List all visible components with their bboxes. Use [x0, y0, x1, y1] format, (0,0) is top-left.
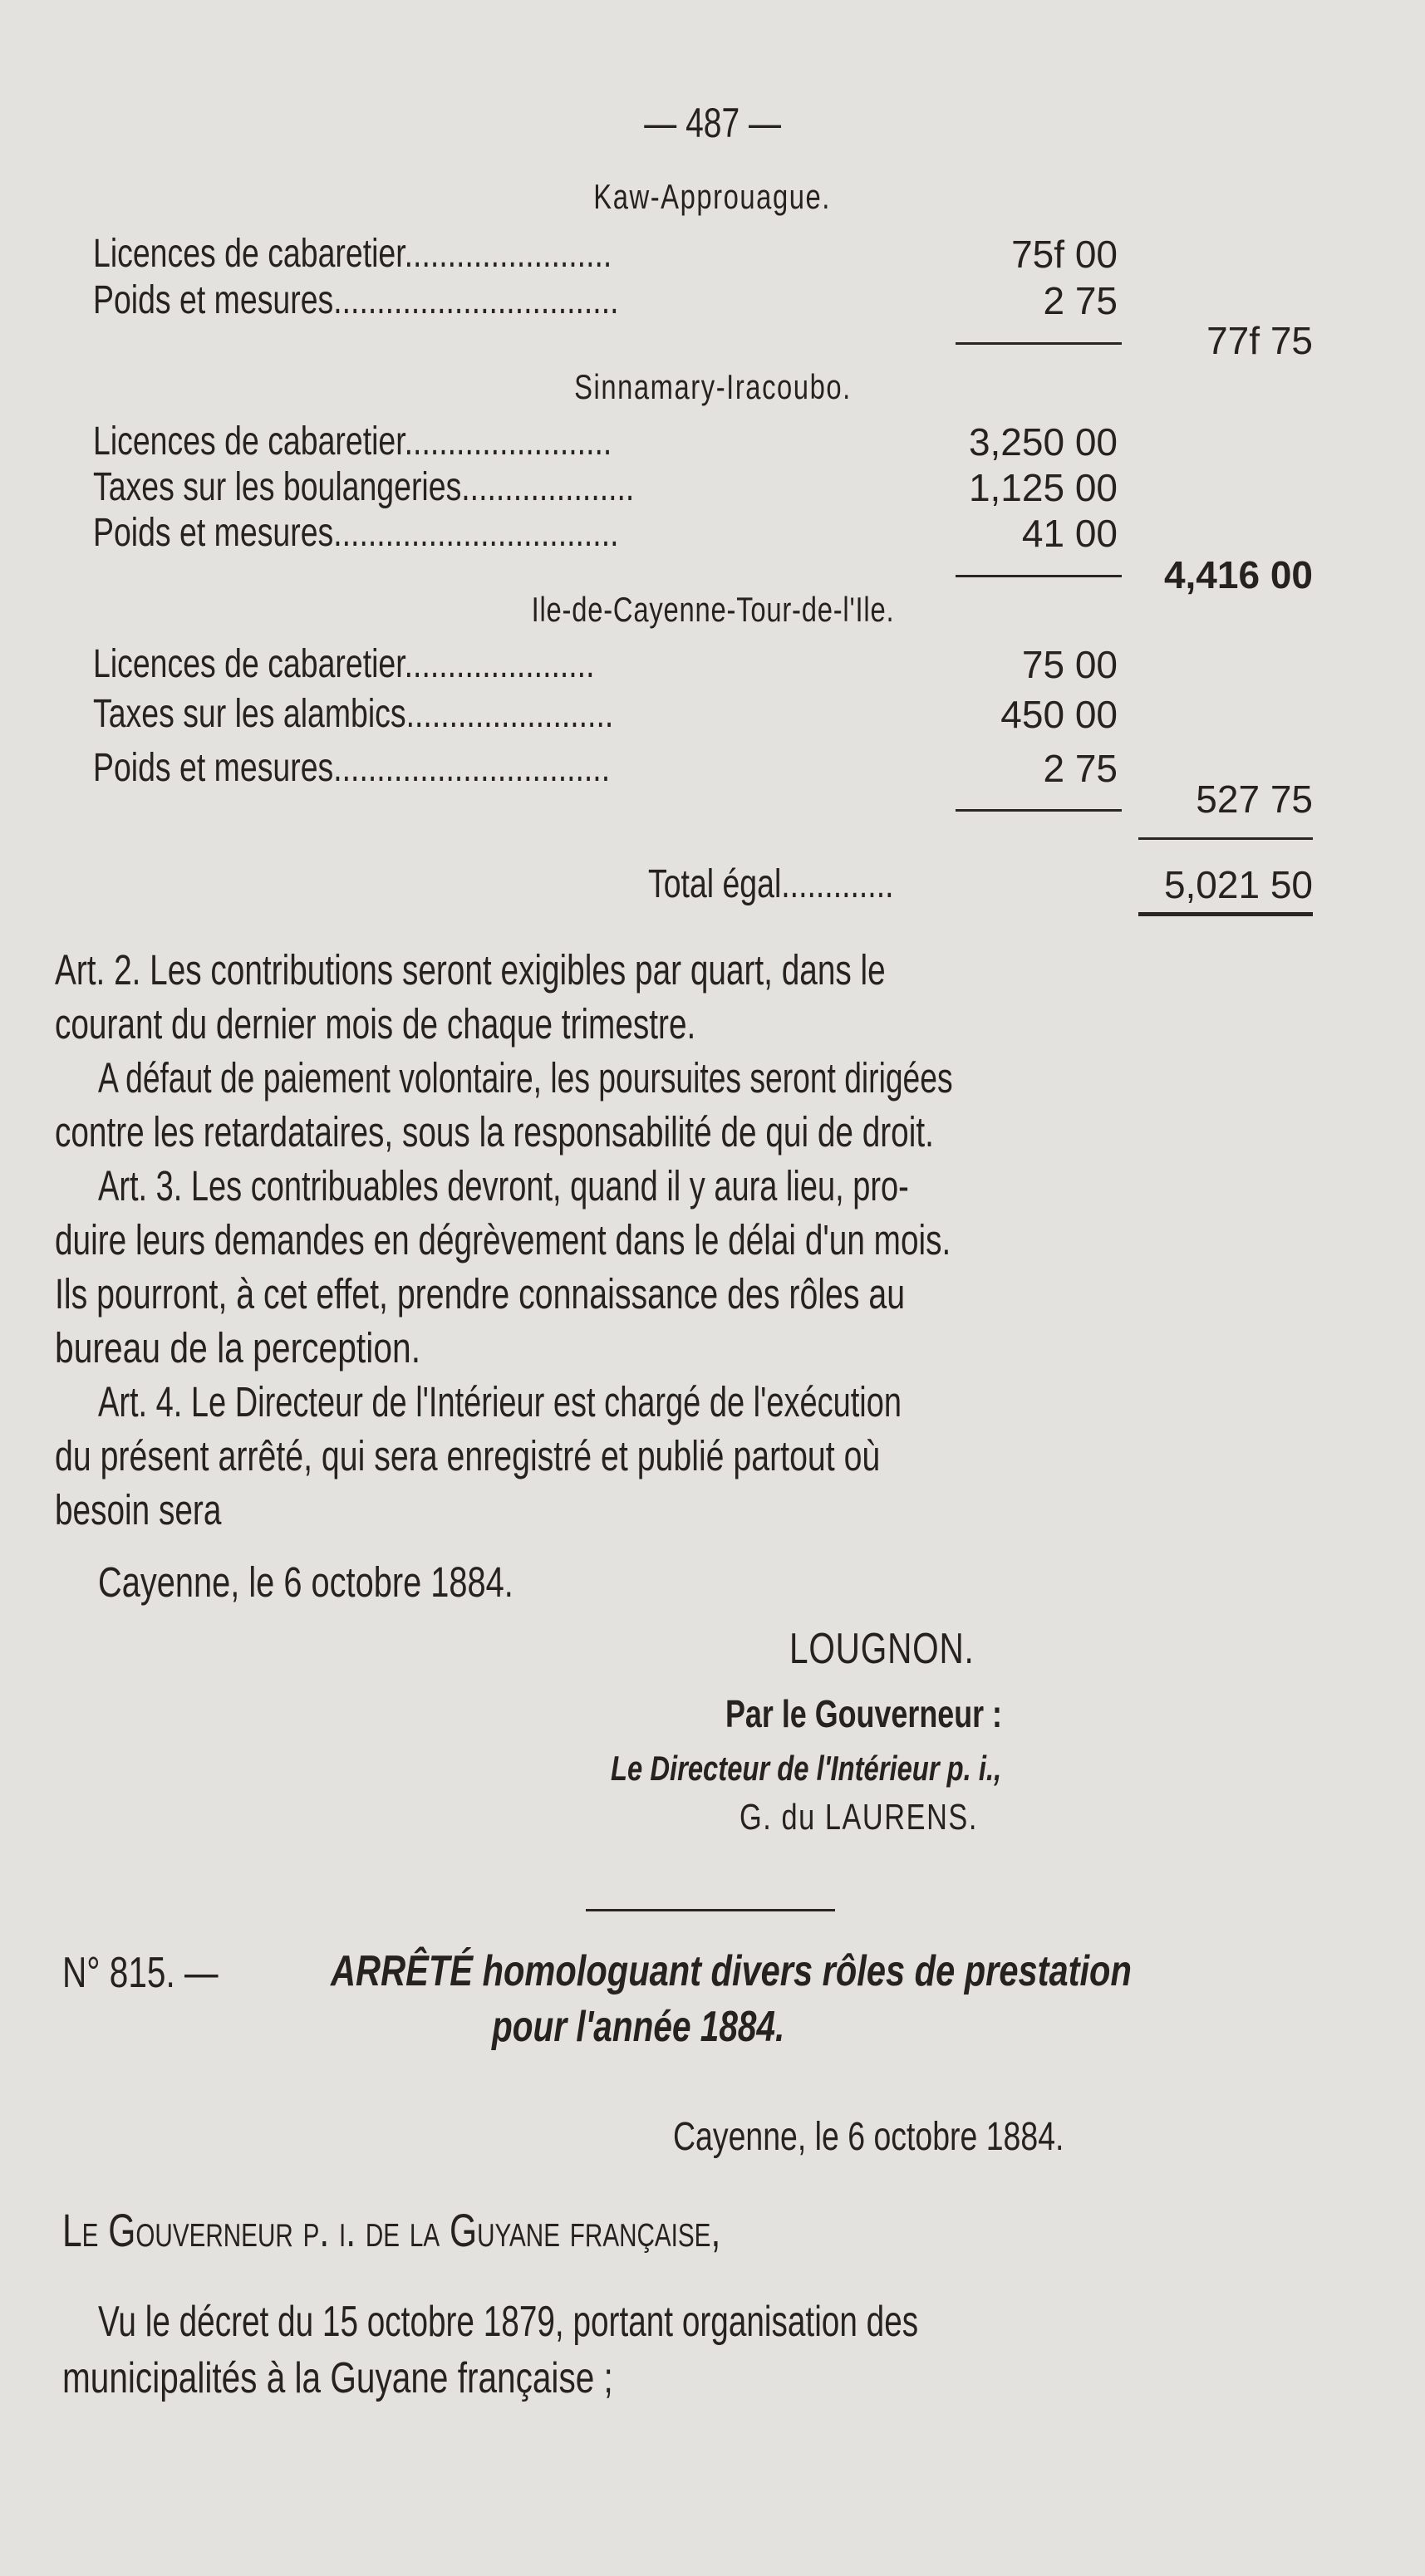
- table-row-amount: 3,250 00: [968, 420, 1118, 464]
- page-number: — 487 —: [644, 100, 781, 146]
- decree-vu-line: municipalités à la Guyane française ;: [62, 2354, 613, 2402]
- subtotal-rule: [956, 575, 1122, 577]
- article-line: A défaut de paiement volontaire, les poursuites seront dirigées: [98, 1054, 953, 1102]
- decree-title: ARRÊTÉ homologuant divers rôles de prestation: [331, 1947, 1132, 1995]
- table-row-amount: 2 75: [1043, 747, 1118, 790]
- table-row-amount: 41 00: [1021, 512, 1118, 555]
- table-row-label: Poids et mesures.................................: [93, 511, 619, 555]
- signature-by: Par le Gouverneur :: [725, 1692, 1002, 1735]
- article-line: duire leurs demandes en dégrèvement dans le délai d'un mois.: [55, 1216, 951, 1263]
- table-row-label: Licences de cabaretier........................: [93, 420, 612, 464]
- section-divider: [586, 1909, 835, 1911]
- article-line: Art. 2. Les contributions seront exigibles par quart, dans le: [55, 946, 886, 994]
- decree-number: N° 815. —: [62, 1949, 219, 1997]
- decree-title: pour l'année 1884.: [492, 2003, 785, 2051]
- table-row-amount: 75f 00: [1011, 233, 1118, 276]
- total-rule: [1138, 837, 1313, 840]
- section-heading: Ile-de-Cayenne-Tour-de-l'Ile.: [531, 590, 894, 629]
- section-subtotal: 77f 75: [1206, 319, 1313, 362]
- subtotal-rule: [956, 342, 1122, 345]
- table-row-amount: 1,125 00: [968, 466, 1118, 509]
- section-subtotal: 4,416 00: [1163, 553, 1313, 596]
- decree-vu-line: Vu le décret du 15 octobre 1879, portant organisation des: [98, 2298, 919, 2346]
- article-line: Ils pourront, à cet effet, prendre connaissance des rôles au: [55, 1270, 906, 1317]
- table-row-label: Poids et mesures................................: [93, 746, 611, 790]
- table-row-amount: 450 00: [1000, 693, 1118, 736]
- decree-opening: Le Gouverneur p. i. de la Guyane française,: [62, 2204, 721, 2256]
- table-row-label: Licences de cabaretier........................: [93, 232, 612, 276]
- table-row-label: Licences de cabaretier......................: [93, 642, 595, 686]
- signature-signer: G. du LAURENS.: [740, 1797, 978, 1838]
- section-heading: Kaw-Approuague.: [593, 177, 832, 216]
- signature-name: LOUGNON.: [789, 1625, 975, 1673]
- date-line: Cayenne, le 6 octobre 1884.: [98, 1558, 513, 1606]
- total-label: Total égal.............: [648, 862, 894, 906]
- signature-title: Le Directeur de l'Intérieur p. i.,: [611, 1749, 1002, 1788]
- article-line: du présent arrêté, qui sera enregistré et publié partout où: [55, 1432, 881, 1479]
- decree-date: Cayenne, le 6 octobre 1884.: [673, 2115, 1064, 2159]
- table-row-label: Taxes sur les alambics........................: [93, 692, 614, 736]
- section-subtotal: 527 75: [1196, 778, 1313, 821]
- table-row-label: Poids et mesures.................................: [93, 278, 619, 322]
- table-row-label: Taxes sur les boulangeries....................: [93, 465, 635, 509]
- table-row-amount: 75 00: [1021, 643, 1118, 686]
- subtotal-rule: [956, 809, 1122, 812]
- article-line: Art. 3. Les contribuables devront, quand il y aura lieu, pro-: [98, 1162, 909, 1209]
- article-line: besoin sera: [55, 1486, 222, 1533]
- total-value: 5,021 50: [1163, 863, 1313, 906]
- total-double-rule: [1138, 912, 1313, 916]
- article-line: bureau de la perception.: [55, 1324, 421, 1371]
- table-row-amount: 2 75: [1043, 279, 1118, 322]
- section-heading: Sinnamary-Iracoubo.: [573, 367, 852, 406]
- article-line: contre les retardataires, sous la responsabilité de qui de droit.: [55, 1108, 934, 1156]
- article-line: Art. 4. Le Directeur de l'Intérieur est chargé de l'exécution: [98, 1378, 902, 1425]
- article-line: courant du dernier mois de chaque trimestre.: [55, 1000, 696, 1048]
